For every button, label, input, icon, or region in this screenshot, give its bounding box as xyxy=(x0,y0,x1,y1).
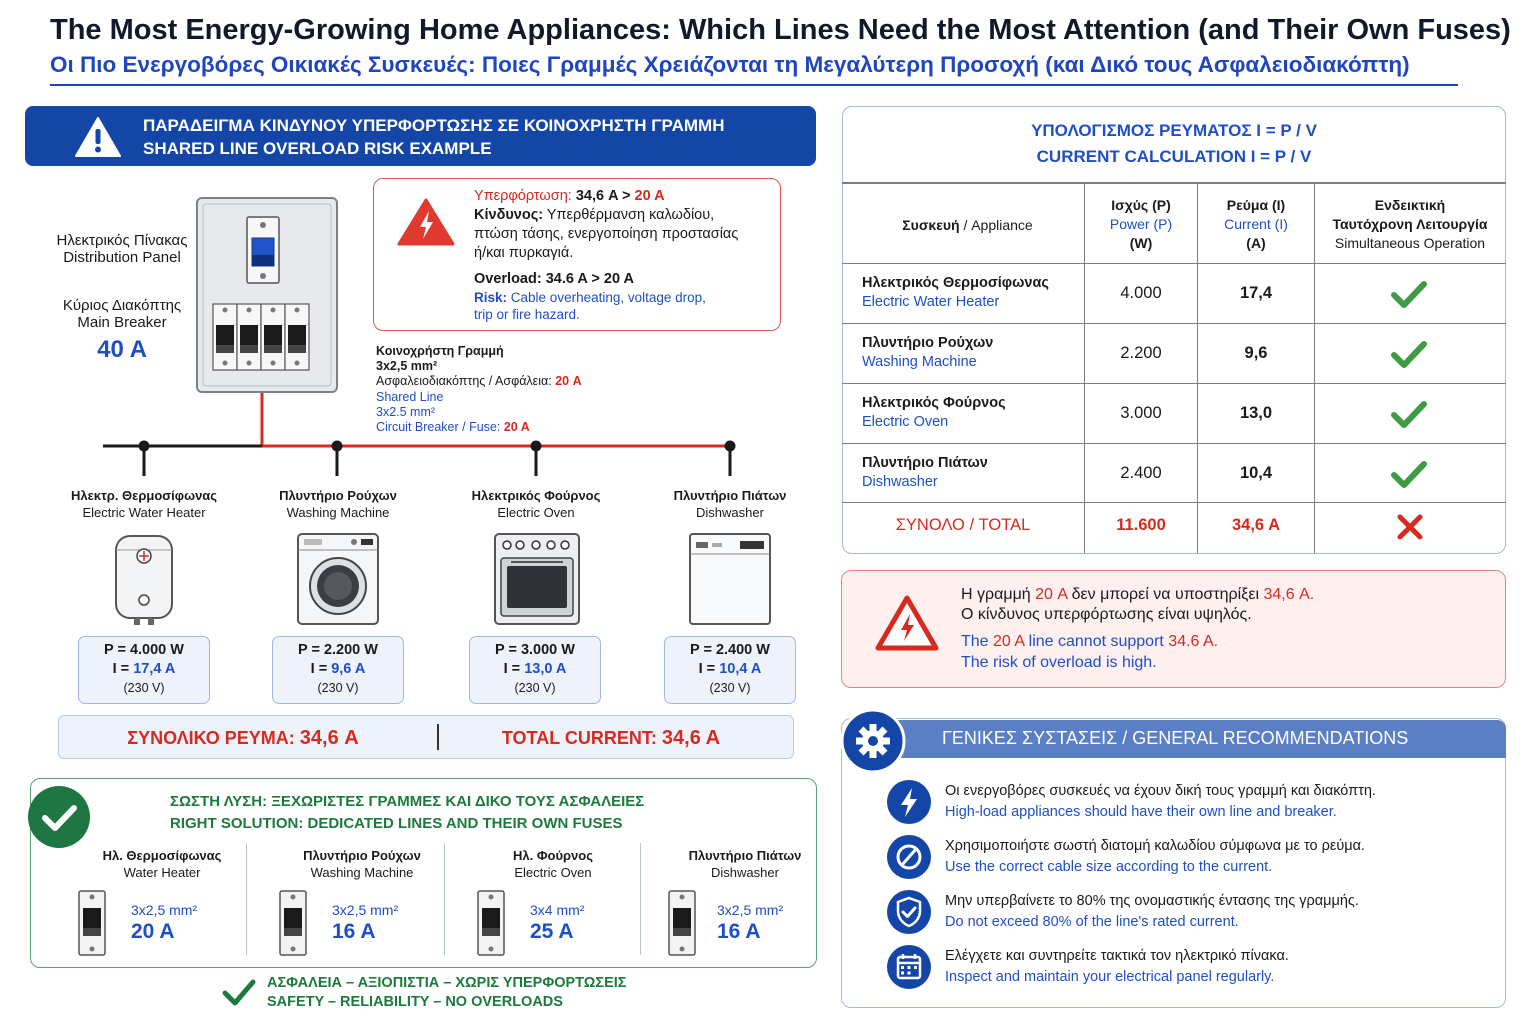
table-row-appliance: Πλυντήριο Πιάτων Dishwasher xyxy=(862,455,988,490)
solution-cable-water-heater: 3x2,5 mm² xyxy=(131,902,198,918)
breaker-icon xyxy=(78,890,106,956)
calculation-title-en: CURRENT CALCULATION I = P / V xyxy=(1036,147,1312,166)
overload-banner-title-en: SHARED LINE OVERLOAD RISK EXAMPLE xyxy=(143,139,492,158)
warning-en-line-1: The 20 A line cannot support 34.6 A. xyxy=(961,633,1219,650)
table-cell-current: 10,4 xyxy=(1239,464,1273,482)
lightning-icon xyxy=(886,779,932,825)
recommendation-en: High-load appliances should have their own line and breaker. xyxy=(945,804,1337,820)
title-divider xyxy=(50,84,1458,86)
electric-warning-icon xyxy=(396,197,456,247)
power-box-dishwasher: P = 2.400 W I = 10,4 A (230 V) xyxy=(664,636,796,704)
distribution-panel xyxy=(196,197,338,393)
overload-banner xyxy=(25,106,816,166)
shared-line-fuse-en: Circuit Breaker / Fuse: 20 A xyxy=(376,420,530,434)
red-cross-icon xyxy=(1396,513,1424,541)
risk-gr-line-3: ή/και πυρκαγιά. xyxy=(474,245,574,261)
table-cell-power: 2.400 xyxy=(1120,464,1162,482)
risk-gr-line-2: πτώση τάσης, ενεργοποίηση προστασίας xyxy=(474,226,739,242)
calculation-title-gr: ΥΠΟΛΟΓΙΣΜΟΣ ΡΕΥΜΑΤΟΣ I = P / V xyxy=(1031,121,1317,140)
solution-amp-dishwasher: 16 A xyxy=(717,920,761,943)
solution-amp-water-heater: 20 A xyxy=(131,920,175,943)
table-line xyxy=(842,263,1506,264)
green-check-icon xyxy=(1390,280,1428,310)
header-current: Ρεύμα (I) Current (I) (A) xyxy=(1224,197,1288,251)
page-subtitle: Οι Πιο Ενεργοβόρες Οικιακές Συσκευές: Ποιες Γραμμές Χρειάζονται τη Μεγαλύτερη Προσοχή (και Δικό τους Ασφαλειοδιακόπτη) xyxy=(50,52,1410,77)
overload-info-card xyxy=(373,178,781,331)
recommendation-gr: Ελέγχετε και συντηρείτε τακτικά τον ηλεκτρικό πίνακα. xyxy=(945,948,1289,964)
oven-icon xyxy=(493,532,581,626)
shield-check-icon xyxy=(886,889,932,935)
shared-line-cable-gr: 3x2,5 mm² xyxy=(376,359,438,373)
table-cell-current: 9,6 xyxy=(1244,344,1268,362)
total-current-en: TOTAL CURRENT: 34,6 A xyxy=(501,727,721,749)
check-circle-icon xyxy=(28,786,90,848)
table-line xyxy=(842,502,1506,503)
recommendation-en: Do not exceed 80% of the line's rated current. xyxy=(945,914,1239,930)
solution-item-oven: Ηλ. Φούρνος Electric Oven xyxy=(513,848,593,880)
risk-en-line-2: trip or fire hazard. xyxy=(474,307,580,322)
header-power: Ισχύς (P) Power (P) (W) xyxy=(1109,197,1173,251)
calendar-icon xyxy=(886,944,932,990)
green-check-icon xyxy=(1390,340,1428,370)
table-line xyxy=(842,323,1506,324)
recommendation-gr: Οι ενεργοβόρες συσκευές να έχουν δική τους γραμμή και διακόπτη. xyxy=(945,783,1376,799)
solution-divider xyxy=(640,843,641,955)
appliance-label-washing-machine: Πλυντήριο Ρούχων Washing Machine xyxy=(279,488,397,520)
table-line xyxy=(842,383,1506,384)
warning-gr-line-1: Η γραμμή 20 A δεν μπορεί να υποστηρίξει 34,6 A. xyxy=(961,586,1315,603)
table-row-appliance: Ηλεκτρικός Θερμοσίφωνας Electric Water Heater xyxy=(862,275,1049,310)
gear-icon xyxy=(840,708,906,774)
warning-gr-line-2: Ο κίνδυνος υπερφόρτωσης είναι υψηλός. xyxy=(961,606,1252,623)
recommendations-header: ΓΕΝΙΚΕΣ ΣΥΣΤΑΣΕΙΣ / GENERAL RECOMMENDATIONS xyxy=(880,720,1506,758)
green-check-icon xyxy=(1390,460,1428,490)
table-cell-power: 2.200 xyxy=(1120,344,1162,362)
risk-en-line-1: Risk: Cable overheating, voltage drop, xyxy=(474,290,706,305)
table-total-power: 11.600 xyxy=(1116,516,1166,534)
solution-divider xyxy=(246,843,247,955)
solution-divider xyxy=(444,843,445,955)
table-cell-power: 3.000 xyxy=(1120,404,1162,422)
warning-triangle-icon xyxy=(74,116,122,158)
shared-line-title-en: Shared Line xyxy=(376,390,444,404)
table-row-appliance: Πλυντήριο Ρούχων Washing Machine xyxy=(862,335,994,370)
breaker-icon xyxy=(668,890,696,956)
distribution-panel-label: Ηλεκτρικός Πίνακας Distribution Panel xyxy=(56,232,188,266)
water-heater-icon xyxy=(112,532,176,626)
appliance-label-oven: Ηλεκτρικός Φούρνος Electric Oven xyxy=(471,488,601,520)
footer-motto-en: SAFETY – RELIABILITY – NO OVERLOADS xyxy=(267,994,563,1010)
power-box-washing-machine: P = 2.200 W I = 9,6 A (230 V) xyxy=(272,636,404,704)
table-cell-current: 13,0 xyxy=(1239,404,1273,422)
table-total-current: 34,6 A xyxy=(1231,516,1280,534)
table-cell-power: 4.000 xyxy=(1120,284,1162,302)
solution-title-en: RIGHT SOLUTION: DEDICATED LINES AND THEIR OWN FUSES xyxy=(170,815,623,832)
dishwasher-icon xyxy=(688,532,772,626)
electric-warning-icon xyxy=(874,594,940,652)
shared-line-fuse-gr: Ασφαλειοδιακόπτης / Ασφάλεια: 20 A xyxy=(376,374,582,388)
recommendation-en: Inspect and maintain your electrical panel regularly. xyxy=(945,969,1275,985)
warning-en-line-2: The risk of overload is high. xyxy=(961,654,1157,671)
recommendation-en: Use the correct cable size according to the current. xyxy=(945,859,1273,875)
table-row-appliance: Ηλεκτρικός Φούρνος Electric Oven xyxy=(862,395,1006,430)
breaker-icon xyxy=(279,890,307,956)
solution-item-washing-machine: Πλυντήριο Ρούχων Washing Machine xyxy=(303,848,421,880)
solution-amp-washing-machine: 16 A xyxy=(332,920,376,943)
overload-banner-title-gr: ΠΑΡΑΔΕΙΓΜΑ ΚΙΝΔΥΝΟΥ ΥΠΕΡΦΟΡΤΩΣΗΣ ΣΕ ΚΟΙΝΟΧΡΗΣΤΗ ΓΡΑΜΜΗ xyxy=(143,116,725,135)
power-box-water-heater: P = 4.000 W I = 17,4 A (230 V) xyxy=(78,636,210,704)
footer-motto-gr: ΑΣΦΑΛΕΙΑ – ΑΞΙΟΠΙΣΤΙΑ – ΧΩΡΙΣ ΥΠΕΡΦΟΡΤΩΣΕΙΣ xyxy=(267,975,627,991)
recommendation-gr: Μην υπερβαίνετε το 80% της ονομαστικής έντασης της γραμμής. xyxy=(945,893,1359,909)
solution-item-water-heater: Ηλ. Θερμοσίφωνας Water Heater xyxy=(102,848,222,880)
power-box-oven: P = 3.000 W I = 13,0 A (230 V) xyxy=(469,636,601,704)
header-appliance: Συσκευή / Appliance xyxy=(902,217,1033,233)
shared-line-cable-en: 3x2.5 mm² xyxy=(376,405,436,419)
main-breaker-label: Κύριος Διακόπτης Main Breaker xyxy=(62,297,182,331)
appliance-label-water-heater: Ηλεκτρ. Θερμοσίφωνας Electric Water Heater xyxy=(70,488,218,520)
overload-en-line: Overload: 34.6 A > 20 A xyxy=(474,271,634,287)
table-total-label: ΣΥΝΟΛΟ / TOTAL xyxy=(895,516,1031,534)
page-title: The Most Energy-Growing Home Appliances: Which Lines Need the Most Attention (and Their Own Fuses) xyxy=(50,14,1511,46)
total-current-gr: ΣΥΝΟΛΙΚΟ ΡΕΥΜΑ: 34,6 A xyxy=(127,727,359,749)
total-current-bar xyxy=(58,715,794,759)
breaker-icon xyxy=(477,890,505,956)
header-simultaneous: Ενδεικτική Ταυτόχρονη Λειτουργία Simultaneous Operation xyxy=(1332,197,1488,251)
solution-cable-oven: 3x4 mm² xyxy=(530,902,585,918)
shared-line-title-gr: Κοινοχρήστη Γραμμή xyxy=(376,344,504,358)
table-cell-current: 17,4 xyxy=(1239,284,1273,302)
risk-gr-line-1: Κίνδυνος: Υπερθέρμανση καλωδίου, xyxy=(474,207,715,223)
washing-machine-icon xyxy=(296,532,380,626)
solution-cable-washing-machine: 3x2,5 mm² xyxy=(332,902,399,918)
solution-amp-oven: 25 A xyxy=(530,920,574,943)
overload-gr-line: Υπερφόρτωση: 34,6 A > 20 A xyxy=(474,188,665,204)
table-line xyxy=(842,443,1506,444)
total-divider xyxy=(437,724,439,750)
checkmark-icon xyxy=(222,978,256,1008)
green-check-icon xyxy=(1390,400,1428,430)
solution-title-gr: ΣΩΣΤΗ ΛΥΣΗ: ΞΕΧΩΡΙΣΤΕΣ ΓΡΑΜΜΕΣ ΚΑΙ ΔΙΚΟ ΤΟΥΣ ΑΣΦΑΛΕΙΕΣ xyxy=(170,793,645,810)
solution-item-dishwasher: Πλυντήριο Πιάτων Dishwasher xyxy=(688,848,802,880)
solution-cable-dishwasher: 3x2,5 mm² xyxy=(717,902,784,918)
shared-line-wiring xyxy=(100,390,790,480)
main-breaker-rating: 40 A xyxy=(97,336,147,363)
cable-size-icon xyxy=(886,834,932,880)
table-line xyxy=(842,182,1506,184)
appliance-label-dishwasher: Πλυντήριο Πιάτων Dishwasher xyxy=(673,488,787,520)
recommendation-gr: Χρησιμοποιήστε σωστή διατομή καλωδίου σύμφωνα με το ρεύμα. xyxy=(945,838,1366,854)
